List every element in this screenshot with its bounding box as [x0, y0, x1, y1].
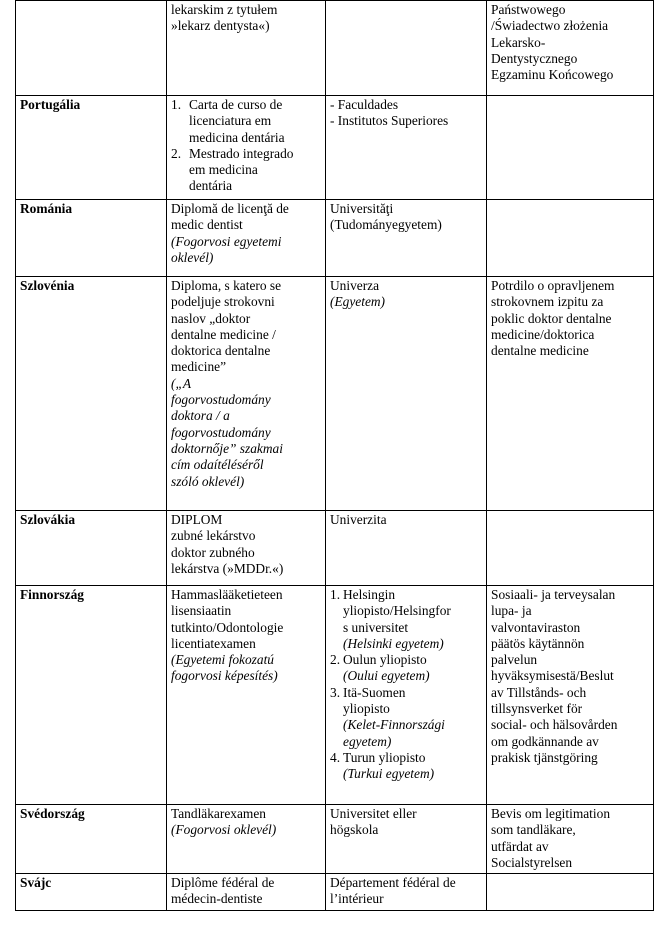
numbered-list	[330, 587, 482, 783]
cell-line: Univerzita	[330, 512, 387, 527]
table-body	[16, 1, 654, 911]
cell-line: strokovnem izpitu za	[491, 294, 604, 310]
list-item	[330, 652, 482, 685]
qualification-cell	[167, 805, 326, 874]
country-cell	[16, 1, 167, 96]
cell-line: licentiatexamen	[171, 635, 256, 651]
certificate-cell	[487, 586, 654, 805]
certificate-cell	[487, 96, 654, 200]
cell-line: tillsynsverket för	[491, 701, 583, 717]
cell-line: om godkännande av	[491, 733, 599, 749]
list-number: 2.	[330, 652, 341, 668]
cell-line: medicine”	[171, 359, 227, 375]
list-line: egyetem)	[343, 733, 392, 749]
cell-line: valvontaviraston	[491, 619, 581, 635]
cell-line: päätös käytännön	[491, 635, 585, 651]
institution-cell	[326, 96, 487, 200]
cell-line: (Egyetem)	[330, 294, 386, 310]
list-line: Turun yliopisto	[343, 749, 426, 765]
list-line: (Kelet-Finnországi	[343, 717, 445, 733]
list-number: 3.	[330, 684, 341, 700]
cell-line: l’intérieur	[330, 891, 384, 907]
institution-cell	[326, 805, 487, 874]
certificate-cell	[487, 805, 654, 874]
country-cell: Szlovákia	[16, 511, 167, 586]
cell-line: fogorvostudomány	[171, 424, 271, 440]
cell-line: dentalne medicine	[491, 343, 589, 359]
cell-line: Bevis om legitimation	[491, 806, 611, 821]
cell-line: Państwowego	[491, 2, 566, 17]
cell-line: (Fogorvosi oklevél)	[171, 822, 277, 838]
table-row	[16, 96, 654, 200]
cell-line: Dentystycznego	[491, 50, 578, 66]
certificate-cell	[487, 511, 654, 586]
list-number: 1.	[330, 587, 341, 602]
certificate-cell	[487, 277, 654, 511]
qualification-cell	[167, 200, 326, 277]
qualification-cell	[167, 874, 326, 911]
cell-line: »lekarz dentysta«)	[171, 18, 270, 34]
certificate-cell	[487, 874, 654, 911]
cell-line: hyväksymisestä/Beslut	[491, 668, 614, 684]
cell-line: oklevél)	[171, 249, 214, 265]
list-line: Oulun yliopisto	[343, 652, 427, 668]
list-number: 2.	[171, 145, 182, 161]
cell-line: DIPLOM	[171, 512, 223, 527]
cell-line: av Tillstånds- och	[491, 684, 587, 700]
cell-line: Département fédéral de	[330, 875, 456, 891]
country-cell: Portugália	[16, 96, 167, 200]
qualifications-table	[15, 0, 654, 911]
table-row	[16, 1, 654, 96]
cell-line: (Tudományegyetem)	[330, 217, 442, 233]
cell-line: (Fogorvosi egyetemi	[171, 233, 282, 249]
cell-line: - Institutos Superiores	[330, 113, 449, 129]
list-item	[330, 750, 482, 783]
cell-line: zubné lekárstvo	[171, 528, 256, 544]
table-row	[16, 511, 654, 586]
cell-line: medicine/doktorica	[491, 326, 595, 342]
country-cell: Finnország	[16, 586, 167, 805]
list-line: Carta de curso de	[189, 97, 283, 112]
table-row	[16, 874, 654, 911]
qualification-cell	[167, 586, 326, 805]
cell-line: tutkinto/Odontologie	[171, 619, 284, 635]
cell-line: Universităţi	[330, 201, 394, 216]
cell-line: palvelun	[491, 652, 538, 668]
list-line: Mestrado integrado	[189, 145, 294, 161]
cell-line: som tandläkare,	[491, 822, 576, 838]
cell-line: medic dentist	[171, 217, 243, 233]
institution-cell	[326, 586, 487, 805]
list-item	[171, 146, 321, 195]
cell-line: Universitet eller	[330, 806, 417, 821]
list-line: (Turkui egyetem)	[343, 766, 435, 782]
cell-line: („A	[171, 375, 192, 391]
table-row	[16, 200, 654, 277]
cell-line: /Świadectwo złożenia	[491, 18, 609, 34]
qualification-cell	[167, 511, 326, 586]
cell-line: lisensiaatin	[171, 603, 232, 619]
cell-line: prakisk tjänstgöring	[491, 749, 598, 765]
cell-line: Lekarsko-	[491, 34, 546, 50]
cell-line: doktor zubného	[171, 544, 255, 560]
cell-line: högskola	[330, 822, 379, 838]
list-line: yliopisto/Helsingfor	[343, 603, 451, 619]
cell-line: Potrdilo o opravljenem	[491, 278, 615, 293]
country-cell: Románia	[16, 200, 167, 277]
certificate-cell	[487, 200, 654, 277]
list-item	[330, 587, 482, 652]
country-cell: Szlovénia	[16, 277, 167, 511]
list-line: s universitet	[343, 619, 409, 635]
cell-line: fogorvostudomány	[171, 392, 271, 408]
cell-line: doktora / a	[171, 408, 230, 424]
qualification-cell	[167, 277, 326, 511]
cell-line: szóló oklevél)	[171, 473, 245, 489]
cell-line: Diploma, s katero se	[171, 278, 282, 293]
cell-line: social- och hälsovården	[491, 717, 618, 733]
cell-line: doktornője” szakmai	[171, 440, 283, 456]
cell-line: dentalne medicine /	[171, 326, 276, 342]
cell-line: Diplomă de licenţă de	[171, 201, 289, 216]
cell-line: utfärdat av	[491, 838, 549, 854]
list-number: 4.	[330, 749, 341, 765]
list-number: 1.	[171, 97, 182, 112]
cell-line: Socialstyrelsen	[491, 854, 573, 870]
institution-cell	[326, 200, 487, 277]
cell-line: naslov „doktor	[171, 310, 251, 326]
cell-line: Univerza	[330, 278, 380, 293]
table-row	[16, 277, 654, 511]
list-item	[330, 685, 482, 750]
cell-line: Hammaslääketieteen	[171, 587, 283, 602]
cell-line: (Egyetemi fokozatú	[171, 652, 274, 668]
cell-line: Sosiaali- ja terveysalan	[491, 587, 616, 602]
cell-line: doktorica dentalne	[171, 343, 271, 359]
cell-line: fogorvosi képesítés)	[171, 668, 278, 684]
list-line: Itä-Suomen	[343, 684, 406, 700]
cell-line: poklic doktor dentalne	[491, 310, 612, 326]
qualification-cell	[167, 1, 326, 96]
institution-cell	[326, 874, 487, 911]
list-line: licenciatura em	[189, 113, 272, 129]
list-line: medicina dentária	[189, 129, 285, 145]
qualification-cell	[167, 96, 326, 200]
cell-line: cím odaítéléséről	[171, 457, 264, 473]
institution-cell	[326, 1, 487, 96]
country-cell: Svájc	[16, 874, 167, 911]
table-row	[16, 805, 654, 874]
institution-cell	[326, 277, 487, 511]
cell-line: lupa- ja	[491, 603, 532, 619]
cell-line: - Faculdades	[330, 97, 399, 112]
cell-line: Diplôme fédéral de	[171, 875, 275, 891]
numbered-list	[171, 97, 321, 195]
cell-line: médecin-dentiste	[171, 891, 263, 907]
institution-cell	[326, 511, 487, 586]
cell-line: lekarskim z tytułem	[171, 2, 278, 17]
cell-line: lekárstva (»MDDr.«)	[171, 560, 284, 576]
list-line: yliopisto	[343, 701, 390, 717]
cell-line: podeljuje strokovni	[171, 294, 275, 310]
table-row	[16, 586, 654, 805]
cell-line: Tandläkarexamen	[171, 806, 266, 821]
list-line: (Helsinki egyetem)	[343, 635, 444, 651]
list-line: Helsingin	[343, 587, 396, 602]
list-line: (Oului egyetem)	[343, 668, 430, 684]
list-line: em medicina	[189, 162, 258, 178]
list-item	[171, 97, 321, 146]
list-line: dentária	[189, 178, 233, 194]
cell-line: Egzaminu Końcowego	[491, 67, 614, 83]
country-cell: Svédország	[16, 805, 167, 874]
certificate-cell	[487, 1, 654, 96]
